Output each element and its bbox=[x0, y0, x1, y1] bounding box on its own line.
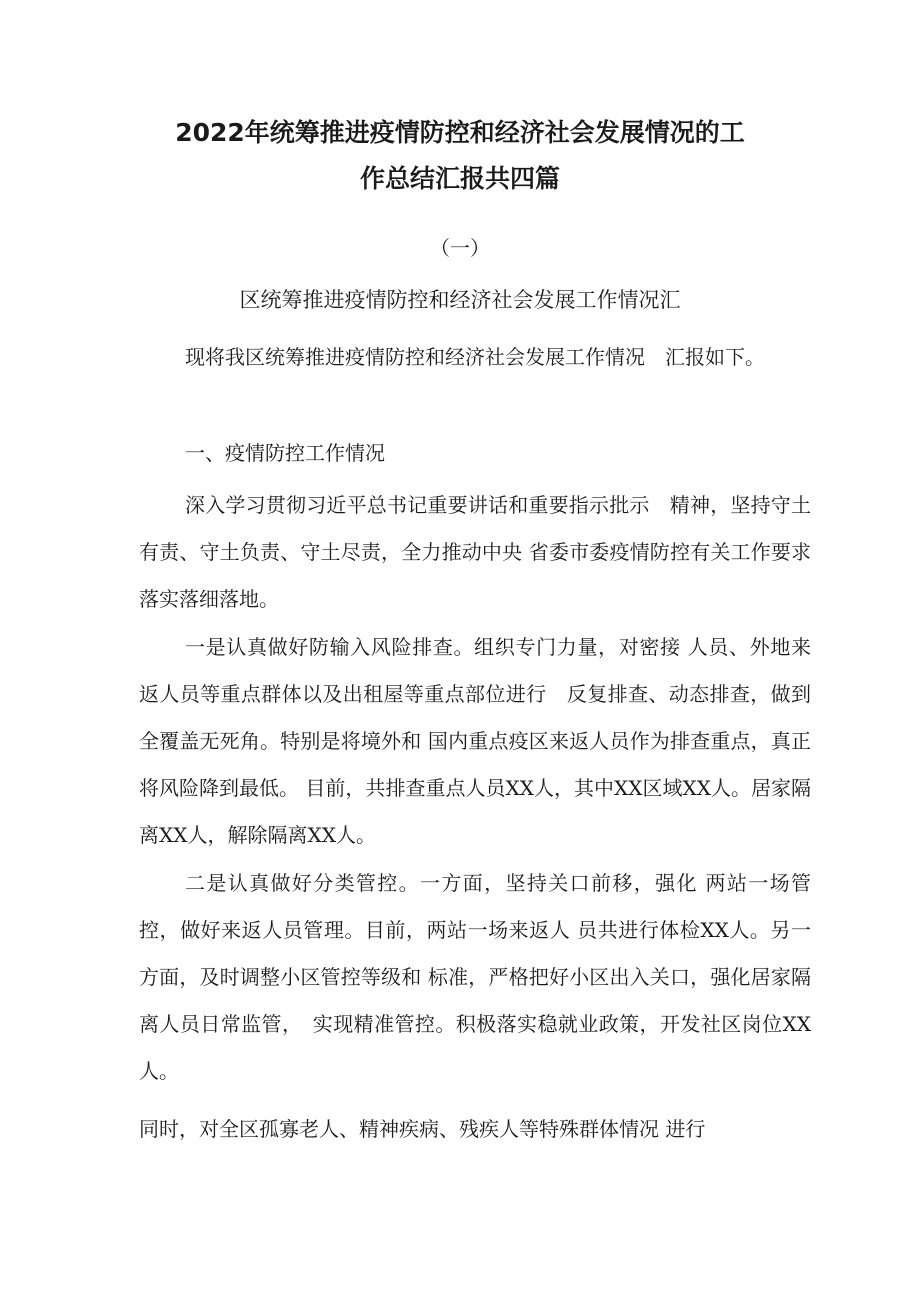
body-paragraph: 同时，对全区孤寡老人、精神疾病、残疾人等特殊群体情况 进行 bbox=[139, 1117, 706, 1141]
document-title bbox=[0, 110, 920, 202]
section-number: （一） bbox=[430, 236, 490, 260]
title-line-1: 2022年统筹推进疫情防控和经济社会发展情况的工 bbox=[175, 118, 745, 147]
section-heading: 一、疫情防控工作情况 bbox=[185, 441, 385, 465]
title-line-2: 作总结汇报共四篇 bbox=[359, 164, 560, 193]
body-paragraph: 一是认真做好防输入风险排查。组织专门力量，对密接 人员、外地来返人员等重点群体以及出租屋等重点部位进行 反复排查、动态排查，做到全覆盖无死角。特别是将境外和 国内重点疫区来返人员作为排查重点，真正将风险降到最低。 目前，共排查重点人员XX人，其中XX区域XX人。居家隔 离XX人，解除隔离XX人。 bbox=[139, 635, 831, 847]
body-paragraph: 二是认真做好分类管控。一方面，坚持关口前移，强化 两站一场管控，做好来返人员管理。目前，两站一场来返人 员共进行体检XX人。另一方面，及时调整小区管控等级和 标准，严格把好小区出入关口，强化居家隔离人员日常监管， 实现精准管控。积极落实稳就业政策，开发社区岗位XX人。 bbox=[139, 871, 811, 1083]
section-subtitle: 区统筹推进疫情防控和经济社会发展工作情况汇 bbox=[239, 288, 681, 312]
intro-paragraph: 现将我区统筹推进疫情防控和经济社会发展工作情况 汇报如下。 bbox=[185, 345, 765, 369]
body-paragraph: 深入学习贯彻习近平总书记重要讲话和重要指示批示 精神，坚持守土有责、守土负责、守土尽责，全力推动中央 省委市委疫情防控有关工作要求落实落细落地。 bbox=[139, 493, 811, 611]
